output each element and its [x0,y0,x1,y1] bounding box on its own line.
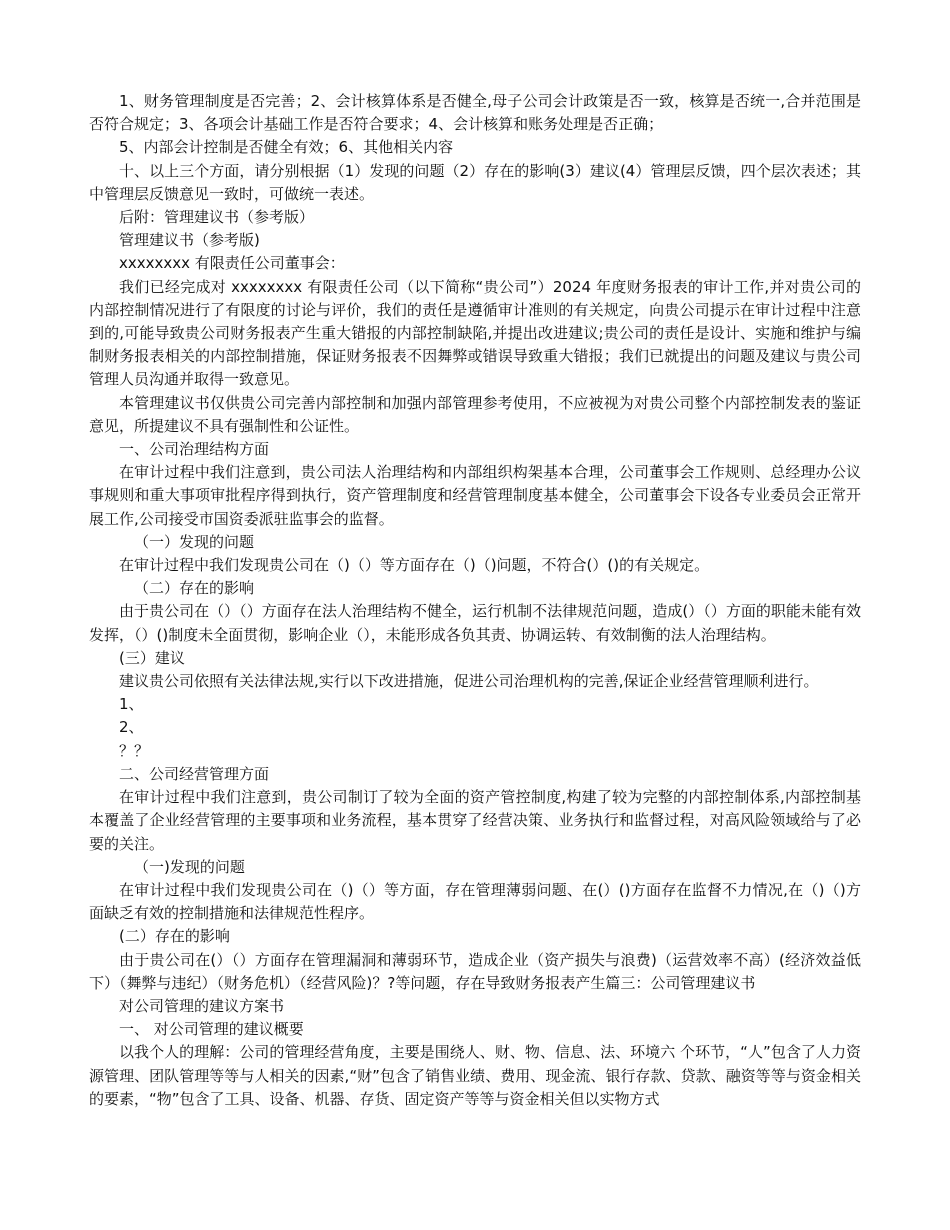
paragraph: 一、公司治理结构方面 [119,440,270,459]
paragraph: 后附：管理建议书（参考版） [119,208,315,227]
paragraph: 二、公司经营管理方面 [119,764,270,783]
paragraph: 管理建议书（参考版) [119,231,260,250]
paragraph: ？？ [119,741,150,760]
paragraph: 由于贵公司在(）（）方面存在管理漏洞和薄弱环节，造成企业（资产损失与浪费)（运营效率不高）(经济效益低下）（舞弊与违纪）（财务危机）（经营风险)？?等问题，存在导致财务报表产生篇三：公司管理建议书 [89,950,861,992]
paragraph: 由于贵公司在（）（）方面存在法人治理结构不健全，运行机制不法律规范问题，造成(）（）方面的职能未能有效发挥，（）()制度未全面贯彻，影响企业（），未能形成各负其责、协调运转、有效制衡的法人治理结构。 [89,602,861,644]
paragraph: 在审计过程中我们注意到，贵公司制订了较为全面的资产管控制度,构建了较为完整的内部控制体系,内部控制基本覆盖了企业经营管理的主要事项和业务流程，基本贯穿了经营决策、业务执行和监督过程，对高风险领域给与了必要的关注。 [89,788,861,853]
paragraph: (三）建议 [119,648,185,667]
paragraph: 在审计过程中我们注意到，贵公司法人治理结构和内部组织构架基本合理，公司董事会工作规则、总经理办公议事规则和重大事项审批程序得到执行，资产管理制度和经营管理制度基本健全，公司董事会下设各专业委员会正常开展工作,公司接受市国资委派驻监事会的监督。 [89,463,861,528]
paragraph: （二）存在的影响 [134,579,255,598]
paragraph: 我们已经完成对 xxxxxxxx 有限责任公司（以下简称“贵公司”）2024 年度财务报表的审计工作,并对贵公司的内部控制情况进行了有限度的讨论与评价，我们的责任是遵循审计准则的有关规定，向贵公司提示在审计过程中注意到的,可能导致贵公司财务报表产生重大错报的内部控制缺陷,并提出改进建议;贵公司的责任是设计、实施和维护与编制财务报表相关的内部控制措施，保证财务报表不因舞弊或错误导致重大错报；我们已就提出的问题及建议与贵公司管理人员沟通并取得一致意见。 [89,277,861,389]
paragraph: 1、财务管理制度是否完善；2、会计核算体系是否健全,母子公司会计政策是否一致，核算是否统一,合并范围是否符合规定；3、各项会计基础工作是否符合要求；4、会计核算和账务处理是否正确； [89,92,861,134]
paragraph: 5、内部会计控制是否健全有效；6、其他相关内容 [119,138,454,157]
paragraph: 1、 [119,695,144,714]
paragraph: 建议贵公司依照有关法律法规,实行以下改进措施，促进公司治理机构的完善,保证企业经营管理顺利进行。 [119,672,819,691]
paragraph: （一）发现的问题 [134,532,255,551]
paragraph: 本管理建议书仅供贵公司完善内部控制和加强内部管理参考使用，不应被视为对贵公司整个内部控制发表的鉴证意见，所提建议不具有强制性和公证性。 [89,393,861,435]
paragraph: 2、 [119,718,144,737]
paragraph: xxxxxxxx 有限责任公司董事会： [119,254,345,273]
document-body [89,90,861,1111]
paragraph: 对公司管理的建议方案书 [119,996,285,1015]
paragraph: 在审计过程中我们发现贵公司在（)（）等方面，存在管理薄弱问题、在(）()方面存在监督不力情况,在（)（)方面缺乏有效的控制措施和法律规范性程序。 [89,880,861,923]
paragraph: 十、以上三个方面，请分别根据（1）发现的问题（2）存在的影响(3）建议(4）管理层反馈，四个层次表述；其中管理层反馈意见一致时，可做统一表述。 [89,161,861,203]
paragraph: （一)发现的问题 [134,857,245,876]
paragraph: 以我个人的理解：公司的管理经营角度，主要是围绕人、财、物、信息、法、环境六 个环节，“人”包含了人力资源管理、团队管理等等与人相关的因素,“财”包含了销售业绩、费用、现金流、银行存款、贷款、融资等等与资金相关的要素，“物”包含了工具、设备、机器、存货、固定资产等等与资金相关但以实物方式 [89,1043,861,1108]
paragraph: (二）存在的影响 [119,927,230,946]
paragraph: 一、 对公司管理的建议概要 [119,1020,304,1039]
paragraph: 在审计过程中我们发现贵公司在（)（）等方面存在（)（)问题，不符合(）()的有关规定。 [119,556,710,575]
